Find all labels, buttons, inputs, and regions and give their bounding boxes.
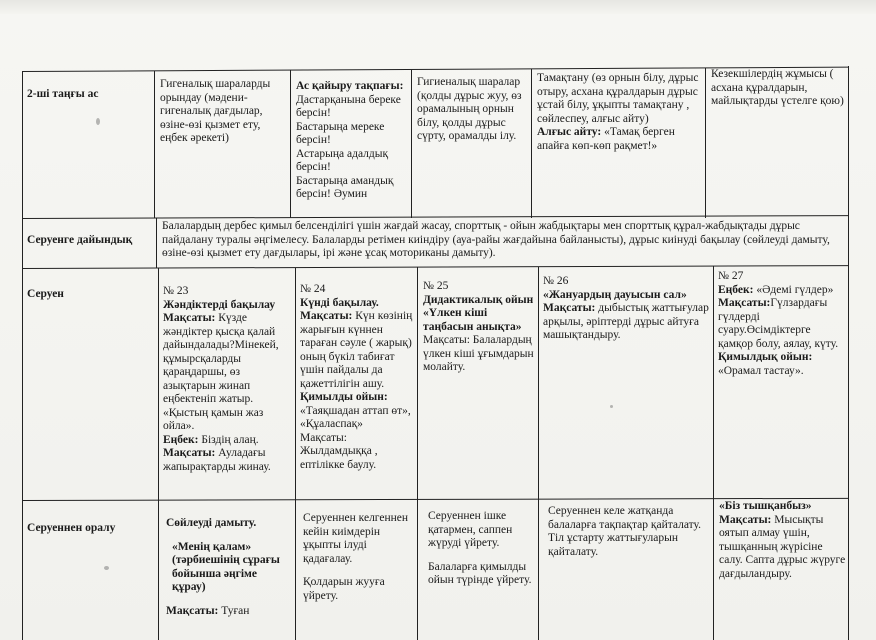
thanks-quote: «Тамақ берген апайға көп-көп рақмет!» [537, 126, 675, 152]
table-border-right [848, 66, 849, 640]
goal-label: Мақсаты: [719, 513, 772, 526]
return-text: Қолдарын жууға үйрету. [303, 576, 385, 602]
walk-animal-sound [543, 275, 711, 343]
return-title: «Біз тышқанбыз» [719, 500, 812, 512]
scan-speck [96, 118, 100, 125]
walk-insects [163, 285, 293, 474]
goal-label: Мақсаты: [163, 447, 216, 459]
walk-number: № 25 [423, 280, 449, 292]
work-text: Біздің алаң. [201, 433, 259, 446]
breakfast-handwash-text: Гигиеналық шаралар (қолды дұрыс жуу, өз орамалының орнын білу, қолды дұрыс сүрту, орамалды ілу. [417, 76, 522, 142]
column-divider [290, 70, 291, 218]
scan-speck [610, 405, 613, 408]
goal-label: Мақсаты: [166, 604, 219, 617]
game-text: «Орамал тастау». [718, 364, 804, 377]
goal-text: Күн көзінің жарығын күннен тараған сәуле ( жарық) оның бүкіл табиғат үшін пайдалы да қажеттілігін ашу. [300, 310, 413, 390]
goal-text: Мысықты оятып алмау үшін, тышқанның жүрісіне салу. Сапта дұрыс жүруге дағдыландыру. [719, 513, 846, 580]
game-text: «Үлкен кіші таңбасын анықта» [423, 307, 522, 333]
goal-label: Мақсаты: [163, 312, 216, 324]
column-divider [705, 68, 706, 218]
goal-text: Күзде жәндіктер қысқа қалай дайындалады?Мінекей, құмырсқаларды қараңдаршы, өз азықтарын жинап еңбектеніп жатыр. [163, 312, 279, 405]
walk-number: № 23 [163, 285, 189, 297]
scan-speck [104, 566, 109, 570]
breakfast-hygiene-text: Гигеналық шараларды орындау (мәдени-гигеналық дағдылар, өзіне-өзі қызмет ету, еңбек әрекеті) [160, 78, 271, 144]
game-label: Қимылды ойын: [300, 391, 388, 403]
return-clothes [303, 512, 415, 603]
breakfast-rhyme [296, 80, 409, 202]
walk-title: «Жануардың дауысын сал» [543, 288, 687, 301]
game-goal: Мақсаты: Жылдамдыққа , ептілікке баулу. [300, 431, 378, 471]
return-text: Тіл ұстарту жаттығуларын қайталату. [548, 532, 679, 558]
breakfast-eating-text [537, 72, 703, 153]
rhyme-line: Дастарқанына береке берсін! [296, 93, 401, 119]
return-rhymes [548, 505, 711, 559]
return-text: Балаларға қимылды ойын түрінде үйрету. [428, 560, 532, 586]
column-divider [713, 266, 714, 640]
eating-rules: Тамақтану (өз орнын білу, дұрыс отыру, асхана құралдарын дұрыс ұстай білу, ұқыпты тамақтану , сөйлеспеу, алғыс айту) [537, 72, 699, 125]
row-label-return: Серуеннен оралу [27, 522, 116, 534]
column-divider [158, 268, 159, 640]
goal-text: Туған [221, 604, 250, 617]
walk-number: № 24 [300, 283, 326, 295]
prep-text: Балалардың дербес қимыл белсенділігі үшін жағдай жасау, спорттық - ойын жабдықтары мен спорттық құрал-жабдықтады дұрыс пайдалану туралы әңгімелесу. Балаларды ретімен киіндіру (ауа-райы жағдайына байланысты), дұрыс киінуді бақылау (сөйлеуді дамыту, өзіне-өзі қызмет ету дағдылары, ірі және ұсақ моториканы дамыту). [162, 220, 830, 259]
goal-text: Ауладағы жапырақтарды жинау. [163, 447, 271, 473]
return-text: Серуеннен келгеннен кейін киімдерін ұқыпты ілуді қадағалау. [303, 512, 409, 565]
rhyme-heading: Ас қайыру тақпағы: [296, 80, 404, 92]
column-divider [531, 69, 532, 218]
walk-number: № 26 [543, 275, 569, 287]
column-divider [411, 70, 412, 218]
walk-title: Күнді бақылау. [300, 296, 379, 309]
goal-label: Мақсаты: [300, 310, 353, 322]
row-label-breakfast: 2-ші таңғы ас [27, 88, 99, 100]
row-divider [22, 215, 848, 219]
rhyme-line: Астарыңа адалдық берсін! [296, 147, 389, 173]
walk-number: № 27 [718, 270, 744, 282]
return-subtitle: «Менің қалам» (тәрбиешінің сұрағы бойынша әңгіме құрау) [172, 540, 280, 593]
walk-flowers [718, 270, 846, 378]
rhyme-line: Бастарыңа мереке берсін! [296, 120, 385, 146]
game-text: «Таяқшадан аттап өт», «Құаласпақ» [300, 404, 411, 430]
walk-didactic [423, 280, 536, 375]
column-divider [295, 268, 296, 640]
column-divider [154, 71, 155, 218]
row-divider [22, 265, 848, 269]
table-border-left [22, 72, 23, 640]
goal-text: Гүлзардағы гүлдерді суару.Өсімдіктерге қамқор болу, аялау, күту. [718, 297, 839, 350]
row-label-prep: Серуенге дайындық [27, 234, 133, 246]
thanks-heading: Алғыс айту: [537, 126, 602, 138]
return-speech [166, 517, 292, 618]
walk-title: Жәндіктерді бақылау [163, 298, 276, 311]
work-label: Еңбек: [163, 433, 199, 446]
return-line-walk [428, 510, 536, 588]
column-divider [156, 218, 157, 268]
work-label: Еңбек: [718, 283, 754, 296]
rhyme-line: Бастарыңа амандық берсін! Әумин [296, 174, 394, 200]
walk-title: Дидактикалық ойын [423, 293, 534, 306]
return-text: Серуеннен келе жатқанда балаларға тақпақтар қайталату. [548, 505, 701, 531]
return-title: Сөйлеуді дамыту. [166, 517, 257, 529]
goal-text: Мақсаты: Балалардың үлкен кіші ұғымдарын молайту. [423, 334, 534, 373]
goal-label: Мақсаты: [543, 302, 596, 314]
column-divider [538, 267, 539, 640]
game-label: Қимылдық ойын: [718, 351, 813, 363]
work-text: «Әдемі гүлдер» [756, 283, 834, 296]
goal-label: Мақсаты: [718, 297, 771, 309]
walk-sun [300, 283, 415, 472]
return-mice-game [719, 500, 847, 581]
row-label-walk: Серуен [27, 288, 64, 300]
return-text: Серуеннен ішке қатармен, саппен жүруді үйрету. [428, 510, 513, 549]
goal-text: дыбыстық жаттығулар арқылы, әріптерді дұрыс айтуға машықтандыру. [543, 302, 709, 341]
saying-text: «Қыстың қамын жаз ойла». [163, 406, 264, 432]
breakfast-duty-text: Кезекшілердің жұмысы ( асхана құралдарын, майлықтарды үстелге қою) [711, 68, 844, 107]
column-divider [417, 267, 418, 640]
scan-top-shadow [0, 0, 876, 14]
